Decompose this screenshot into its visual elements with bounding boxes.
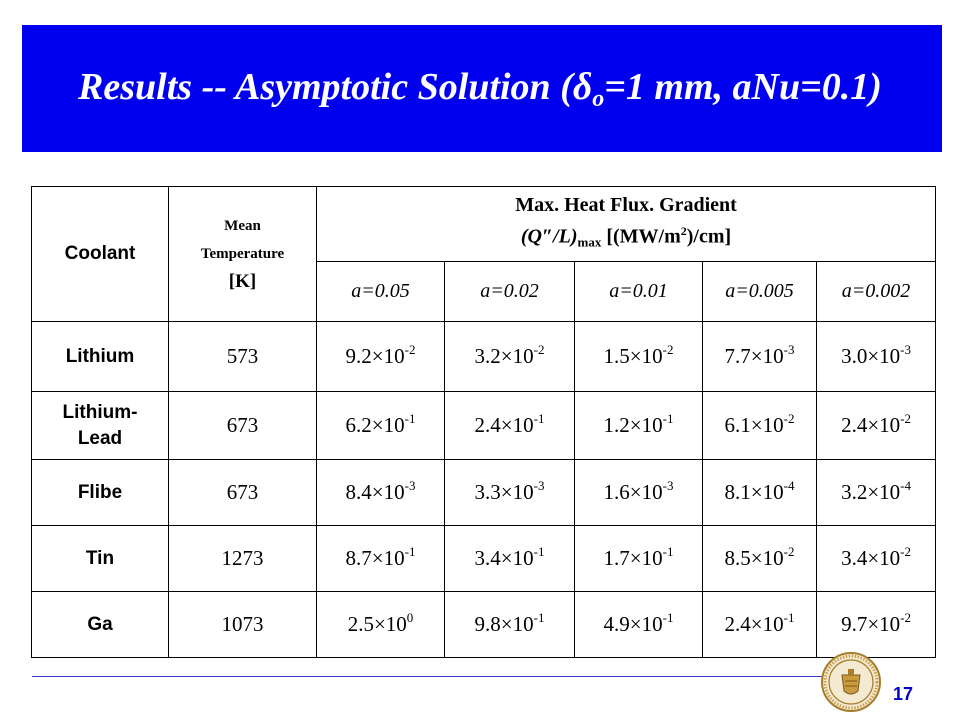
value-mantissa: 3.4×10: [841, 546, 901, 570]
value-mantissa: 2.4×10: [841, 413, 901, 437]
coolant-name: Ga: [32, 592, 169, 658]
value-mantissa: 2.4×10: [474, 413, 534, 437]
heat-flux-gradient-value: [817, 460, 936, 526]
a-value-header: [445, 262, 575, 322]
university-seal-icon: [820, 651, 882, 713]
value-exponent: -1: [783, 610, 795, 625]
a-value-label: a=0.002: [841, 280, 911, 302]
page-number: 17: [893, 684, 914, 704]
heat-flux-gradient-value: [317, 392, 445, 460]
value-exponent: -1: [533, 411, 545, 426]
heat-flux-gradient-value: [703, 392, 817, 460]
value-exponent: -2: [900, 411, 911, 426]
heat-flux-gradient-value: [445, 526, 575, 592]
value-mantissa: 1.6×10: [603, 480, 663, 504]
value-exponent: -2: [783, 544, 795, 559]
value-mantissa: 3.2×10: [841, 480, 901, 504]
value-mantissa: 8.4×10: [345, 480, 405, 504]
heat-flux-gradient-value: [703, 592, 817, 658]
a-value-header: [317, 262, 445, 322]
heat-flux-gradient-value: [817, 322, 936, 392]
heat-flux-gradient-value: [575, 322, 703, 392]
value-exponent: -1: [533, 544, 545, 559]
max-heat-flux-gradient-header: [317, 187, 936, 262]
a-value-label: a=0.005: [725, 280, 794, 302]
value-exponent: -1: [533, 610, 545, 625]
value-mantissa: 3.3×10: [474, 480, 534, 504]
value-mantissa: 8.1×10: [724, 480, 784, 504]
results-table: [31, 186, 936, 658]
value-exponent: -1: [662, 544, 674, 559]
heat-flux-gradient-value: [317, 526, 445, 592]
coolant-name: Lithium: [32, 322, 169, 392]
value-mantissa: 8.5×10: [724, 546, 784, 570]
value-mantissa: 3.4×10: [474, 546, 534, 570]
value-mantissa: 1.2×10: [603, 413, 663, 437]
heat-flux-gradient-value: [445, 392, 575, 460]
heat-flux-gradient-value: [445, 592, 575, 658]
value-exponent: -2: [900, 544, 911, 559]
value-mantissa: 3.2×10: [474, 344, 534, 368]
heat-flux-gradient-value: [703, 526, 817, 592]
value-exponent: -3: [404, 478, 416, 493]
value-mantissa: 6.1×10: [724, 413, 784, 437]
value-mantissa: 2.4×10: [724, 612, 784, 636]
mean-temperature-header: [169, 187, 317, 322]
table-row: [32, 460, 936, 526]
value-exponent: -2: [783, 411, 795, 426]
header-row-1: [32, 187, 936, 262]
mean-temperature: 673: [169, 392, 317, 460]
value-mantissa: 1.5×10: [603, 344, 663, 368]
value-exponent: 0: [406, 610, 414, 625]
value-exponent: -1: [662, 610, 674, 625]
table-row: [32, 392, 936, 460]
mean-temperature: 573: [169, 322, 317, 392]
value-mantissa: 3.0×10: [841, 344, 901, 368]
value-mantissa: 2.5×10: [347, 612, 407, 636]
a-value-label: a=0.01: [609, 280, 668, 302]
heat-flux-gradient-value: [575, 526, 703, 592]
temp-header-line1: Mean: [224, 217, 261, 234]
max-header-unit-b: )/cm]: [686, 225, 732, 248]
heat-flux-gradient-value: [575, 592, 703, 658]
value-exponent: -3: [783, 342, 795, 357]
value-exponent: -3: [533, 478, 545, 493]
value-exponent: -4: [900, 478, 911, 493]
max-header-unit-a: [(MW/m: [601, 225, 681, 248]
coolant-header: Coolant: [32, 187, 169, 322]
a-value-header: [817, 262, 936, 322]
table-row: [32, 322, 936, 392]
footer-divider: [32, 676, 840, 677]
title-suffix: =1 mm, aNu=0.1): [604, 66, 882, 108]
title-delta-subscript: o: [592, 86, 605, 112]
value-exponent: -2: [900, 610, 911, 625]
value-mantissa: 6.2×10: [345, 413, 405, 437]
value-mantissa: 9.7×10: [841, 612, 901, 636]
heat-flux-gradient-value: [817, 592, 936, 658]
heat-flux-gradient-value: [817, 392, 936, 460]
heat-flux-gradient-value: [317, 460, 445, 526]
heat-flux-gradient-value: [575, 392, 703, 460]
heat-flux-gradient-value: [703, 322, 817, 392]
slide-title: [0, 65, 960, 113]
mean-temperature: 1073: [169, 592, 317, 658]
value-mantissa: 7.7×10: [724, 344, 784, 368]
value-mantissa: 9.8×10: [474, 612, 534, 636]
title-prefix: Results -- Asymptotic Solution (: [78, 66, 573, 108]
mean-temperature: 1273: [169, 526, 317, 592]
value-exponent: -2: [404, 342, 416, 357]
value-exponent: -1: [404, 411, 416, 426]
a-value-label: a=0.02: [480, 280, 539, 302]
heat-flux-gradient-value: [445, 322, 575, 392]
coolant-name: Flibe: [32, 460, 169, 526]
value-exponent: -1: [662, 411, 674, 426]
coolant-name: Lithium- Lead: [32, 392, 169, 460]
heat-flux-gradient-value: [317, 592, 445, 658]
max-header-unit-exponent: 2: [680, 224, 687, 239]
value-exponent: -3: [662, 478, 674, 493]
table-row: [32, 526, 936, 592]
table-row: [32, 592, 936, 658]
heat-flux-gradient-value: [575, 460, 703, 526]
temp-header-unit: [K]: [228, 270, 257, 292]
max-header-line1: Max. Heat Flux. Gradient: [515, 194, 737, 217]
a-value-label: a=0.05: [351, 280, 410, 302]
value-mantissa: 1.7×10: [603, 546, 663, 570]
value-mantissa: 8.7×10: [345, 546, 405, 570]
heat-flux-gradient-value: [317, 322, 445, 392]
heat-flux-gradient-value: [445, 460, 575, 526]
heat-flux-gradient-value: [703, 460, 817, 526]
value-exponent: -2: [533, 342, 545, 357]
value-exponent: -2: [662, 342, 674, 357]
value-exponent: -3: [900, 342, 911, 357]
max-header-quantity: (Q″/L): [520, 225, 578, 248]
mean-temperature: 673: [169, 460, 317, 526]
value-mantissa: 4.9×10: [603, 612, 663, 636]
coolant-name: Tin: [32, 526, 169, 592]
max-header-subscript: max: [577, 234, 602, 250]
value-mantissa: 9.2×10: [345, 344, 405, 368]
temp-header-line2: Temperature: [200, 245, 285, 262]
value-exponent: -4: [783, 478, 795, 493]
title-delta: δ: [572, 66, 593, 108]
a-value-header: [703, 262, 817, 322]
value-exponent: -1: [404, 544, 416, 559]
a-value-header: [575, 262, 703, 322]
heat-flux-gradient-value: [817, 526, 936, 592]
